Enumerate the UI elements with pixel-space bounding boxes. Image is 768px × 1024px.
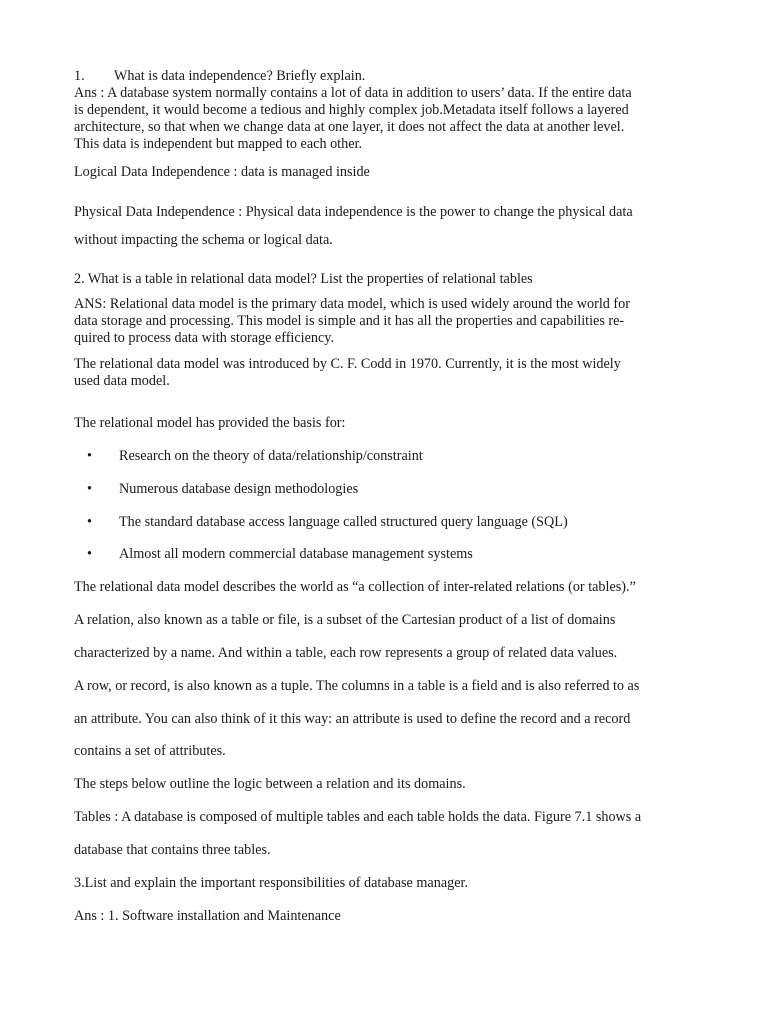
bullet-icon: • xyxy=(87,546,92,562)
bullet-icon: • xyxy=(87,514,92,530)
question-1-answer-line-4: This data is independent but mapped to each other. xyxy=(74,136,363,152)
question-1-number: 1. xyxy=(74,68,85,84)
body-line-8: Tables : A database is composed of multiple tables and each table holds the data. Figure 7.1 shows a xyxy=(74,809,642,825)
list-item xyxy=(0,448,768,465)
body-line-7: The steps below outline the logic between a relation and its domains. xyxy=(74,776,466,792)
body-line-5: an attribute. You can also think of it this way: an attribute is used to define the record and a record xyxy=(74,711,631,727)
body-line-6: contains a set of attributes. xyxy=(74,743,226,759)
body-line-2: A relation, also known as a table or file, is a subset of the Cartesian product of a list of domains xyxy=(74,612,616,628)
bullet-icon: • xyxy=(87,448,92,464)
codd-paragraph-line-2: used data model. xyxy=(74,373,170,389)
question-1-heading xyxy=(0,68,768,85)
logical-independence-text: Logical Data Independence : data is managed inside xyxy=(74,164,370,180)
question-1-text: What is data independence? Briefly explain. xyxy=(114,68,366,84)
bullet-icon: • xyxy=(87,481,92,497)
bullet-text: The standard database access language called structured query language (SQL) xyxy=(119,514,568,530)
question-2-heading: 2. What is a table in relational data model? List the properties of relational tables xyxy=(74,271,533,287)
bullet-text: Numerous database design methodologies xyxy=(119,481,359,497)
list-item xyxy=(0,514,768,531)
question-1-answer-line-3: architecture, so that when we change data at one layer, it does not affect the data at another level. xyxy=(74,119,625,135)
basis-intro: The relational model has provided the basis for: xyxy=(74,415,346,431)
question-1-answer-line-2: is dependent, it would become a tedious and highly complex job.Metadata itself follows a layered xyxy=(74,102,629,118)
question-3-answer: Ans : 1. Software installation and Maintenance xyxy=(74,908,341,924)
bullet-text: Almost all modern commercial database management systems xyxy=(119,546,473,562)
body-line-9: database that contains three tables. xyxy=(74,842,271,858)
list-item xyxy=(0,481,768,498)
body-line-3: characterized by a name. And within a table, each row represents a group of related data values. xyxy=(74,645,618,661)
body-line-4: A row, or record, is also known as a tuple. The columns in a table is a field and is also referred to as xyxy=(74,678,640,694)
question-1-answer-line-1: Ans : A database system normally contains a lot of data in addition to users’ data. If the entire data xyxy=(74,85,632,101)
physical-independence-line-2: without impacting the schema or logical data. xyxy=(74,232,333,248)
codd-paragraph-line-1: The relational data model was introduced by C. F. Codd in 1970. Currently, it is the most widely xyxy=(74,356,621,372)
question-2-answer-line-2: data storage and processing. This model is simple and it has all the properties and capabilities re- xyxy=(74,313,625,329)
question-3-heading: 3.List and explain the important responsibilities of database manager. xyxy=(74,875,468,891)
bullet-text: Research on the theory of data/relationship/constraint xyxy=(119,448,423,464)
question-2-answer-line-1: ANS: Relational data model is the primary data model, which is used widely around the world for xyxy=(74,296,630,312)
question-2-answer-line-3: quired to process data with storage efficiency. xyxy=(74,330,335,346)
body-line-1: The relational data model describes the world as “a collection of inter-related relations (or tables).” xyxy=(74,579,636,595)
physical-independence-line-1: Physical Data Independence : Physical data independence is the power to change the physical data xyxy=(74,204,633,220)
list-item xyxy=(0,546,768,563)
